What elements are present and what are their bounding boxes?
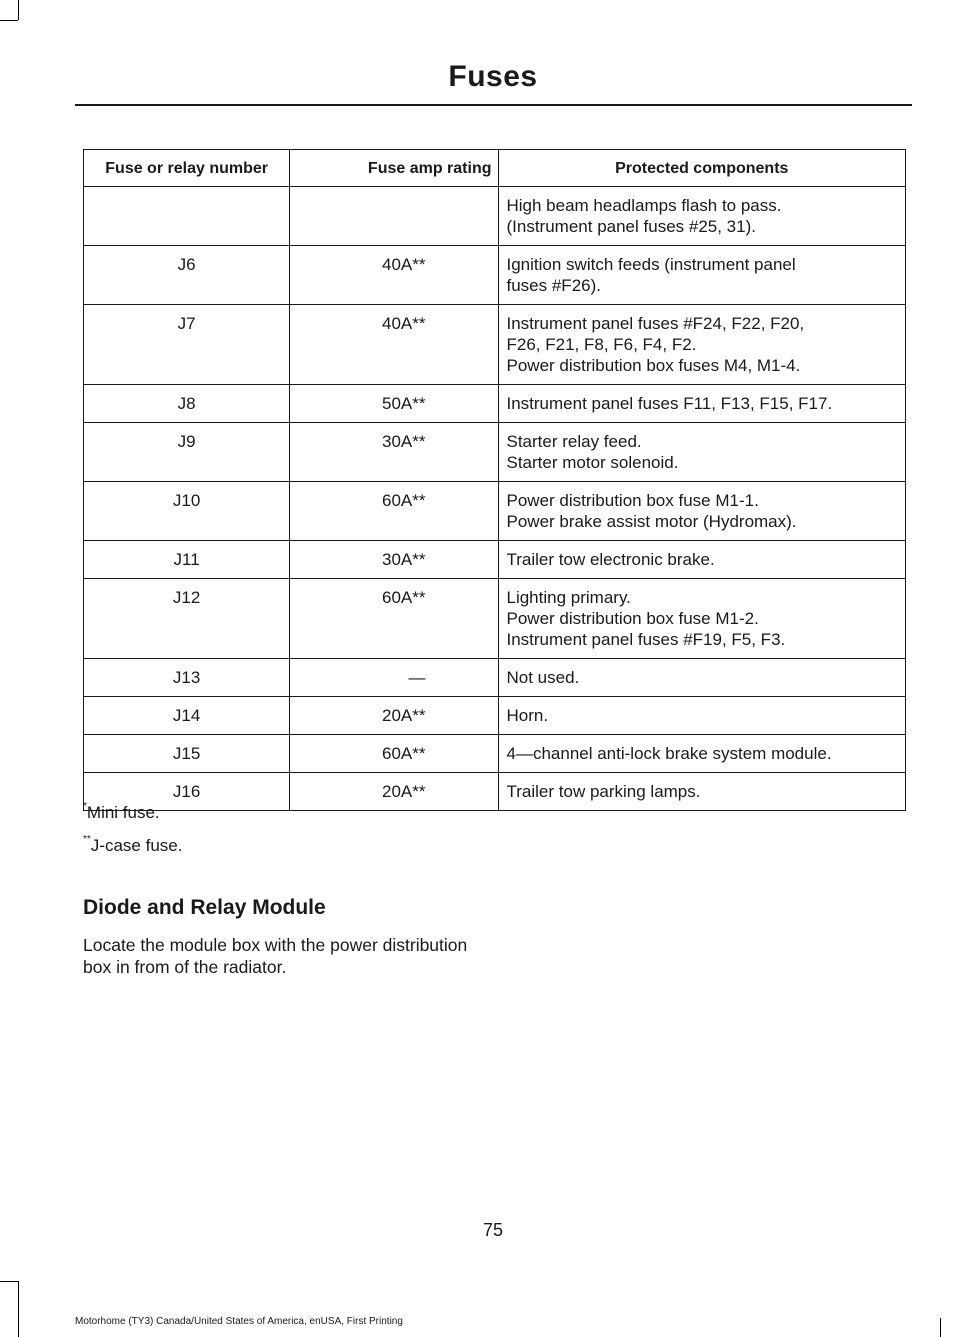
footnote-mark: **	[83, 834, 91, 845]
protected-components-cell	[498, 385, 906, 423]
protected-components-cell	[498, 187, 906, 246]
component-line: Power distribution box fuses M4, M1-4.	[506, 356, 801, 375]
footnote-text: Mini fuse.	[86, 803, 160, 822]
column-header-protected-components: Protected components	[498, 150, 906, 187]
component-line: Power brake assist motor (Hydromax).	[506, 512, 797, 531]
protected-components-cell	[498, 735, 906, 773]
crop-mark	[18, 1281, 19, 1337]
fuse-number-cell: J6	[84, 246, 290, 305]
component-line: Not used.	[506, 668, 580, 687]
amp-rating-cell: —	[290, 659, 498, 697]
fuse-number-cell: J11	[84, 541, 290, 579]
component-line: Horn.	[506, 706, 549, 725]
protected-components-cell	[498, 305, 906, 385]
amp-rating-cell: 60A**	[290, 735, 498, 773]
fuse-number-cell: J14	[84, 697, 290, 735]
component-line: Instrument panel fuses #F19, F5, F3.	[506, 630, 786, 649]
table-row	[84, 423, 906, 482]
component-line: Instrument panel fuses F11, F13, F15, F17.	[506, 394, 833, 413]
amp-rating-cell: 40A**	[290, 246, 498, 305]
table-row	[84, 385, 906, 423]
fuse-number-cell: J16	[84, 773, 290, 811]
fuse-number-cell: J12	[84, 579, 290, 659]
protected-components-cell	[498, 659, 906, 697]
table-row	[84, 482, 906, 541]
table-row	[84, 697, 906, 735]
fuse-number-cell: J13	[84, 659, 290, 697]
footnote-mini-fuse	[83, 803, 160, 823]
component-line: Power distribution box fuse M1-2.	[506, 609, 759, 628]
fuse-number-cell	[84, 187, 290, 246]
component-line: 4—channel anti-lock brake system module.	[506, 744, 832, 763]
table-row	[84, 187, 906, 246]
footnote-mark: *	[83, 801, 87, 812]
page-number: 75	[482, 1220, 504, 1240]
table-row	[84, 579, 906, 659]
amp-rating-cell: 20A**	[290, 697, 498, 735]
component-line: Ignition switch feeds (instrument panel	[506, 255, 796, 274]
column-header-fuse-number: Fuse or relay number	[84, 150, 290, 187]
amp-rating-cell: 50A**	[290, 385, 498, 423]
protected-components-cell	[498, 482, 906, 541]
protected-components-cell	[498, 246, 906, 305]
amp-rating-cell: 40A**	[290, 305, 498, 385]
component-line: Trailer tow parking lamps.	[506, 782, 701, 801]
crop-mark	[0, 20, 18, 21]
title-divider	[75, 104, 912, 106]
component-line: Starter motor solenoid.	[506, 453, 679, 472]
component-line: Power distribution box fuse M1-1.	[506, 491, 759, 510]
table-row	[84, 735, 906, 773]
protected-components-cell	[498, 579, 906, 659]
table-row	[84, 246, 906, 305]
protected-components-cell	[498, 423, 906, 482]
component-line: fuses #F26).	[506, 276, 601, 295]
amp-rating-cell: 60A**	[290, 579, 498, 659]
component-line: F26, F21, F8, F6, F4, F2.	[506, 335, 697, 354]
component-line: Trailer tow electronic brake.	[506, 550, 715, 569]
table-row	[84, 305, 906, 385]
protected-components-cell	[498, 697, 906, 735]
table-header-row	[84, 150, 906, 187]
column-header-amp-rating: Fuse amp rating	[290, 150, 498, 187]
amp-rating-cell: 30A**	[290, 423, 498, 482]
component-line: Lighting primary.	[506, 588, 631, 607]
amp-rating-cell: 20A**	[290, 773, 498, 811]
component-line: High beam headlamps flash to pass.	[506, 196, 782, 215]
component-line: Starter relay feed.	[506, 432, 642, 451]
amp-rating-cell: 30A**	[290, 541, 498, 579]
section-heading: Diode and Relay Module	[83, 896, 326, 919]
crop-mark	[940, 1318, 941, 1337]
table-row	[84, 773, 906, 811]
section-body: Locate the module box with the power distribution box in from of the radiator.	[83, 935, 468, 977]
table-row	[84, 659, 906, 697]
document-info: Motorhome (TY3) Canada/United States of America, enUSA, First Printing	[75, 1316, 403, 1327]
page-title: Fuses	[448, 60, 538, 93]
fuse-number-cell: J10	[84, 482, 290, 541]
amp-rating-cell: 60A**	[290, 482, 498, 541]
crop-mark	[0, 1281, 18, 1282]
footnote-j-case-fuse	[83, 836, 182, 856]
amp-rating-cell	[290, 187, 498, 246]
fuse-number-cell: J9	[84, 423, 290, 482]
protected-components-cell	[498, 541, 906, 579]
fuse-number-cell: J7	[84, 305, 290, 385]
footnote-text: J-case fuse.	[90, 836, 183, 855]
fuse-number-cell: J8	[84, 385, 290, 423]
crop-mark	[18, 0, 19, 20]
fuse-table	[83, 149, 906, 811]
fuse-number-cell: J15	[84, 735, 290, 773]
component-line: Instrument panel fuses #F24, F22, F20,	[506, 314, 805, 333]
component-line: (Instrument panel fuses #25, 31).	[506, 217, 756, 236]
table-row	[84, 541, 906, 579]
protected-components-cell	[498, 773, 906, 811]
